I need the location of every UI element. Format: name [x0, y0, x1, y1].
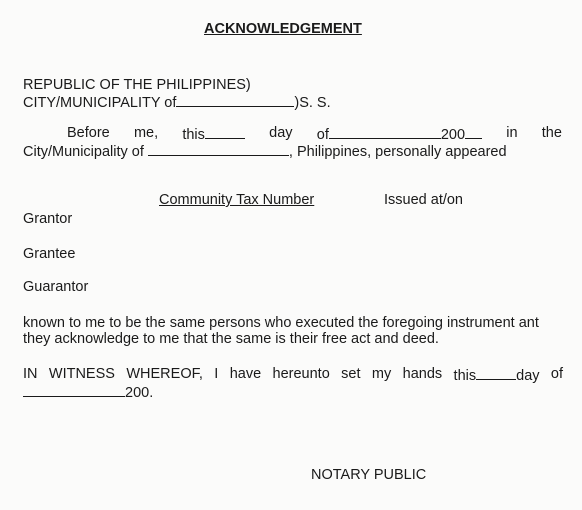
year-blank — [465, 125, 482, 139]
venue-city — [23, 93, 331, 112]
intro-word: Before — [67, 125, 110, 141]
intro-word: me, — [133, 125, 159, 141]
intro-city-label: City/Municipality of — [23, 144, 144, 160]
col-community-tax-number: Community Tax Number — [159, 192, 315, 208]
month-blank — [329, 125, 441, 139]
notary-public-label: NOTARY PUBLIC — [311, 467, 427, 483]
intro-appeared: , Philippines, personally appeared — [288, 144, 507, 160]
witness-word: have — [229, 366, 262, 382]
witness-word: WHEREOF, — [126, 366, 203, 382]
witness-word: hereunto — [272, 366, 330, 382]
venue-country: REPUBLIC OF THE PHILIPPINES) — [23, 77, 251, 93]
intro-word: in — [506, 125, 518, 141]
witness-word: my — [371, 366, 392, 382]
venue-city-label: CITY/MUNICIPALITY of — [23, 95, 177, 111]
party-guarantor: Guarantor — [23, 279, 89, 295]
body-line-1: known to me to be the same persons who executed the foregoing instrument ant — [23, 315, 539, 331]
col-issued-at-on: Issued at/on — [384, 192, 463, 208]
body-line-2: they acknowledge to me that the same is their free act and deed. — [23, 331, 439, 347]
day-blank — [205, 125, 245, 139]
intro-line-2 — [23, 142, 507, 161]
witness-year: 200. — [125, 385, 154, 401]
city-blank — [176, 93, 294, 107]
witness-word: WITNESS — [48, 366, 115, 382]
intro-this: this — [182, 125, 245, 144]
intro-of: of 200 — [317, 125, 482, 144]
witness-day-blank — [476, 366, 516, 380]
party-grantor: Grantor — [23, 211, 73, 227]
witness-word: of — [550, 366, 563, 382]
witness-word: set — [341, 366, 361, 382]
venue-ss: )S. S. — [294, 95, 331, 111]
intro-city-blank — [148, 142, 289, 156]
intro-word: the — [541, 125, 562, 141]
witness-month-blank — [23, 383, 125, 397]
witness-word: IN — [23, 366, 38, 382]
witness-this: this day — [453, 368, 540, 384]
intro-word: day — [269, 125, 293, 141]
witness-word: I — [214, 366, 219, 382]
document-title: ACKNOWLEDGEMENT — [204, 21, 362, 37]
witness-line-2 — [23, 383, 153, 402]
witness-word: hands — [402, 366, 443, 382]
party-grantee: Grantee — [23, 246, 76, 262]
